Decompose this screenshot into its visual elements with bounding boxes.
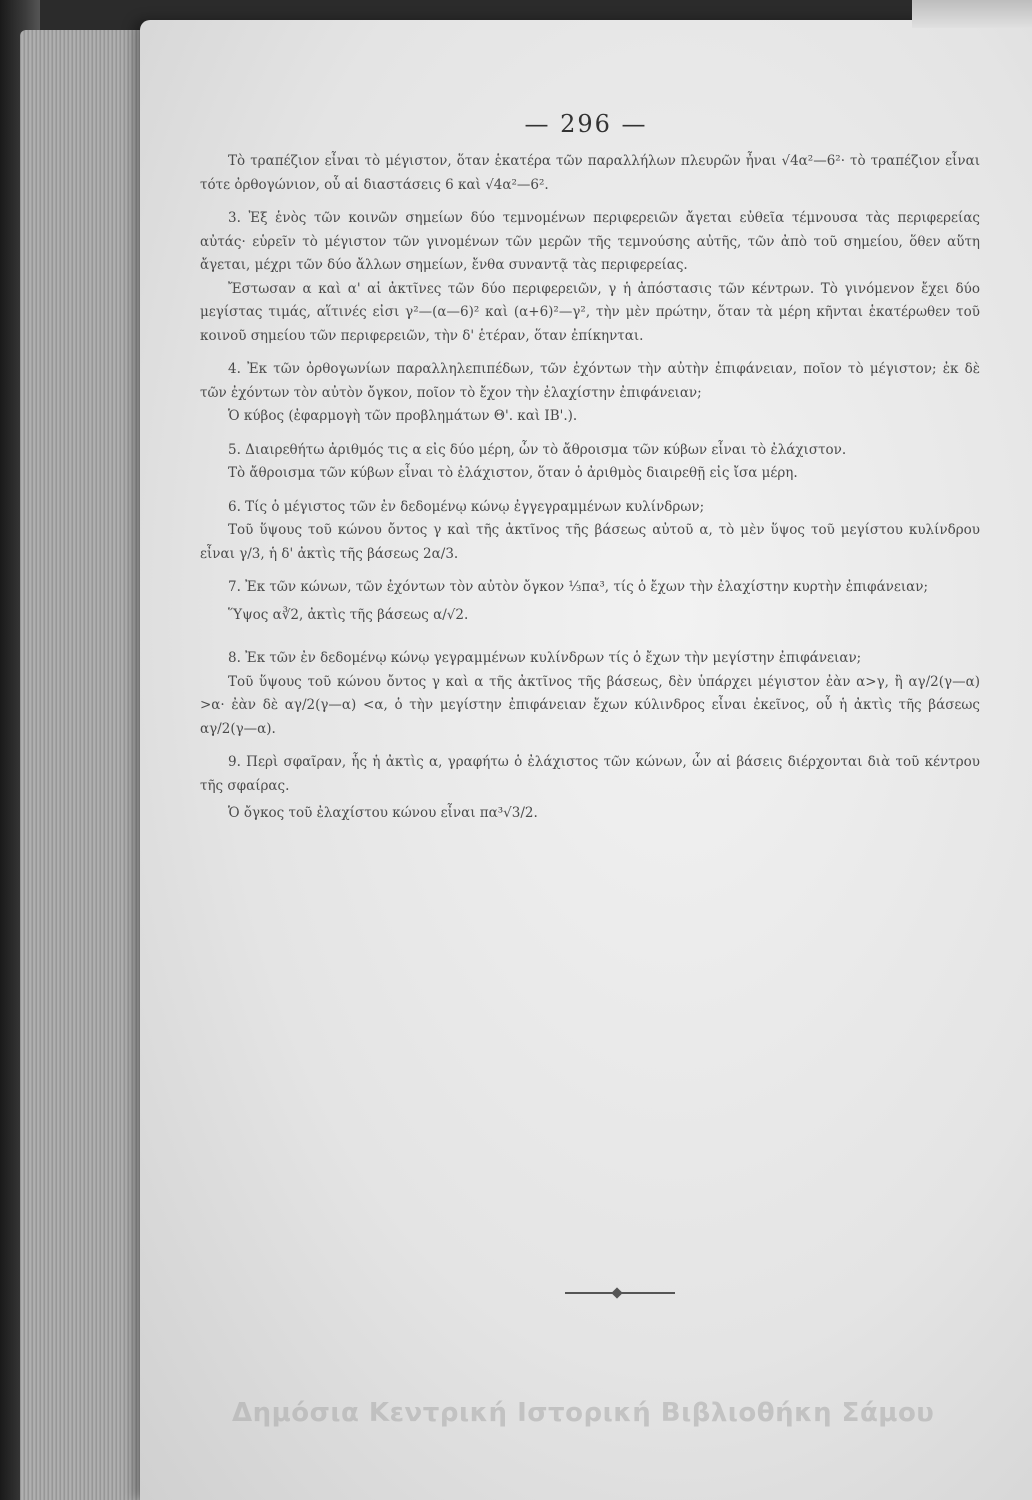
page-body [200, 150, 980, 836]
solution-5: Τὸ ἄθροισμα τῶν κύβων εἶναι τὸ ἐλάχιστον, ὅταν ὁ ἀριθμὸς διαιρεθῇ εἰς ἴσα μέρη. [228, 465, 798, 481]
solution-3: Ἔστωσαν α καὶ α' αἱ ἀκτῖνες τῶν δύο περιφερειῶν, γ ἡ ἀπόστασις τῶν κέντρων. Τὸ γινόμενον ἔχει δύο μεγίστας τιμάς, αἵτινές εἰσι γ²—(α—6)² καὶ (α+6)²—γ², τὴν μὲν πρώτην, ὅταν τὰ μέρη κῆνται ἑκατέρωθεν τοῦ κοινοῦ σημείου τῶν περιφερειῶν, τὴν δ' ἑτέραν, ὅταν ἐπίκηνται. [200, 280, 980, 344]
problem-4: 4. Ἐκ τῶν ὀρθογωνίων παραλληλεπιπέδων, τῶν ἐχόντων τὴν αὐτὴν ἐπιφάνειαν, ποῖον τὸ μέγιστον; ἐκ δὲ τῶν ἐχόντων τὸν αὐτὸν ὄγκον, ποῖον τὸ ἔχον τὴν ἐλαχίστην ἐπιφάνειαν; [200, 361, 980, 401]
page-number: — 296 — [524, 110, 648, 138]
problem-6: 6. Τίς ὁ μέγιστος τῶν ἐν δεδομένῳ κώνῳ ἐγγεγραμμένων κυλίνδρων; [228, 498, 705, 515]
solution-4: Ὁ κύβος (ἐφαρμογὴ τῶν προβλημάτων Θ'. καὶ ΙΒ'.). [228, 408, 578, 424]
problem-3: 3. Ἐξ ἑνὸς τῶν κοινῶν σημείων δύο τεμνομένων περιφερειῶν ἄγεται εὐθεῖα τέμνουσα τὰς περιφερείας αὐτάς· εὑρεῖν τὸ μέγιστον τῶν γινομένων τῶν μερῶν τῆς τεμνούσης αὐτῆς, τῶν ἀπὸ τοῦ σημείου, ὅθεν αὕτη ἄγεται, μέχρι τῶν δύο ἄλλων σημείων, ἔνθα συναντᾷ τὰς περιφερείας. [200, 210, 980, 273]
problem-8: 8. Ἐκ τῶν ἐν δεδομένῳ κώνῳ γεγραμμένων κυλίνδρων τίς ὁ ἔχων τὴν μεγίστην ἐπιφάνειαν; [228, 650, 862, 666]
solution-8: Τοῦ ὕψους τοῦ κώνου ὄντος γ καὶ α τῆς ἀκτῖνος τῆς βάσεως, δὲν ὑπάρχει μέγιστον ἐὰν α>γ, ἢ αγ/2(γ—α) >α· ἐὰν δὲ αγ/2(γ—α) <α, ὁ τὴν μεγίστην ἐπιφάνειαν ἔχων κύλινδρος εἶναι ἐκεῖνος, οὗ ἡ ἀκτὶς τῆς βάσεως αγ/2(γ—α). [200, 673, 980, 737]
paragraph-trapezoid-result: Τὸ τραπέζιον εἶναι τὸ μέγιστον, ὅταν ἑκατέρα τῶν παραλλήλων πλευρῶν ἦναι √4α²—6²· τὸ τραπέζιον εἶναι τότε ὀρθογώνιον, οὗ αἱ διαστάσεις 6 καὶ √4α²—6². [200, 153, 980, 193]
library-watermark: Δημόσια Κεντρική Ιστορική Βιβλιοθήκη Σάμου [232, 1398, 935, 1428]
solution-9: Ὁ ὄγκος τοῦ ἐλαχίστου κώνου εἶναι πα³√3/2. [228, 805, 538, 821]
end-ornament-rule [565, 1292, 675, 1294]
page-corner [912, 0, 1032, 28]
problem-9: 9. Περὶ σφαῖραν, ἧς ἡ ἀκτὶς α, γραφήτω ὁ ἐλάχιστος τῶν κώνων, ὧν αἱ βάσεις διέρχονται διὰ τοῦ κέντρου τῆς σφαίρας. [200, 754, 980, 794]
solution-6: Τοῦ ὕψους τοῦ κώνου ὄντος γ καὶ τῆς ἀκτῖνος τῆς βάσεως αὐτοῦ α, τὸ μὲν ὕψος τοῦ μεγίστου κυλίνδρου εἶναι γ/3, ἡ δ' ἀκτὶς τῆς βάσεως 2α/3. [200, 522, 980, 562]
problem-5: 5. Διαιρεθήτω ἀριθμός τις α εἰς δύο μέρη, ὧν τὸ ἄθροισμα τῶν κύβων εἶναι τὸ ἐλάχιστον. [228, 441, 847, 458]
solution-7: Ὕψος α∛2, ἀκτὶς τῆς βάσεως α/√2. [228, 606, 469, 623]
problem-7: 7. Ἐκ τῶν κώνων, τῶν ἐχόντων τὸν αὐτὸν ὄγκον ⅓πα³, τίς ὁ ἔχων τὴν ἐλαχίστην κυρτὴν ἐπιφάνειαν; [228, 579, 929, 595]
